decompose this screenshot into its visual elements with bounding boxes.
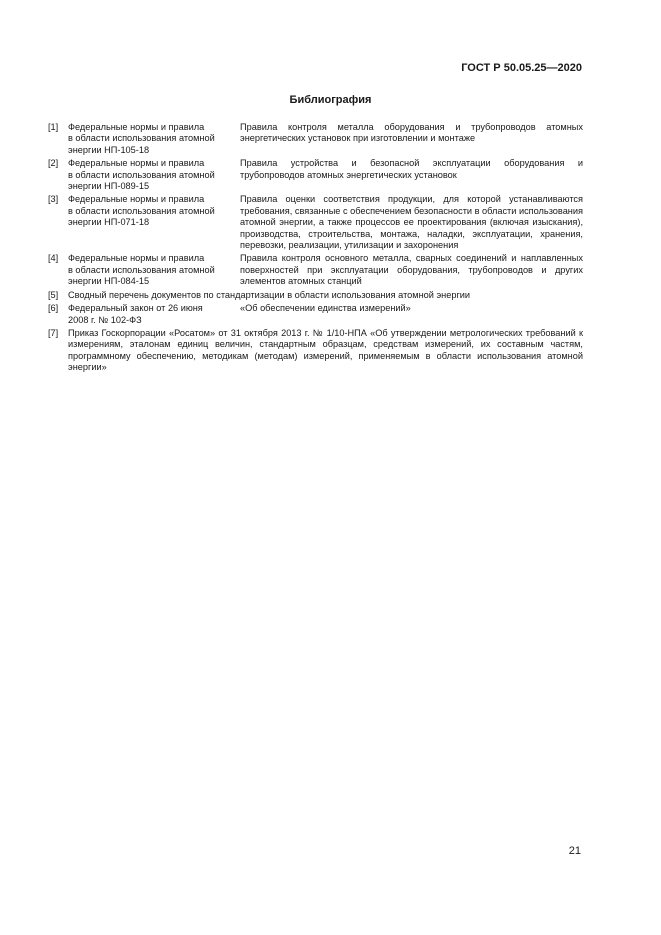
entry-number: [5] [48, 289, 59, 300]
entry-source: Федеральные нормы и правила в области использования атомной энергии НП-089-15 [68, 158, 215, 192]
entry-number: [1] [48, 122, 59, 132]
entry-number: [2] [48, 158, 59, 169]
entry-text: Приказ Госкорпорации «Росатом» от 31 октября 2013 г. № 1/10-НПА «Об утверждении метрологических требований к измерениям, эталонам единиц величин, стандартным образцам, средствам измерений, их составным частям, программному обеспечению, методикам (методам) измерений, применяемым в области использования атомной энергии» [68, 327, 583, 373]
entry-source: Федеральные нормы и правила в области использования атомной энергии НП-071-18 [68, 194, 215, 228]
entry-title: Правила контроля металла оборудования и трубопроводов атомных энергетических установок при изготовлении и монтаже [240, 122, 583, 144]
entry-title: Правила оценки соответствия продукции, для которой устанавливаются требования, связанные с обеспечением безопасности в области использования атомной энергии, а также процессов ее проектирования (включая изыскания), производства, строительства, монтажа, наладки, эксплуатации, хранения, перевозки, реализации, утилизации и захоронения [240, 194, 583, 251]
bibliography-entry-4 [48, 253, 583, 287]
bibliography-entry-6 [48, 303, 583, 326]
entry-number: [6] [48, 303, 59, 314]
entry-number: [4] [48, 253, 59, 264]
bibliography-entry-5 [48, 290, 583, 301]
entry-title: Правила контроля основного металла, сварных соединений и наплавленных поверхностей при эксплуатации оборудования, трубопроводов и других элементов атомных станций [240, 253, 583, 287]
bibliography-entry-1 [48, 122, 583, 156]
entry-source: Федеральные нормы и правила в области использования атомной энергии НП-084-15 [68, 253, 215, 287]
bibliography-entry-2 [48, 158, 583, 192]
entry-source: Федеральные нормы и правила в области использования атомной энергии НП-105-18 [68, 122, 215, 155]
page-number: 21 [568, 845, 581, 857]
entry-title: Правила устройства и безопасной эксплуатации оборудования и трубопроводов атомных энергетических установок [240, 158, 583, 180]
entry-source: Федеральный закон от 26 июня 2008 г. № 102-ФЗ [68, 303, 203, 325]
entry-number: [3] [48, 194, 59, 205]
entry-text: Сводный перечень документов по стандартизации в области использования атомной энергии [68, 289, 471, 300]
entry-title: «Об обеспечении единства измерений» [240, 303, 411, 314]
bibliography-entry-7 [48, 328, 583, 374]
bibliography-entry-3 [48, 194, 583, 251]
bibliography-list [48, 122, 583, 376]
document-code: ГОСТ Р 50.05.25—2020 [461, 62, 582, 74]
page-title: Библиография [289, 94, 372, 106]
entry-number: [7] [48, 327, 59, 338]
